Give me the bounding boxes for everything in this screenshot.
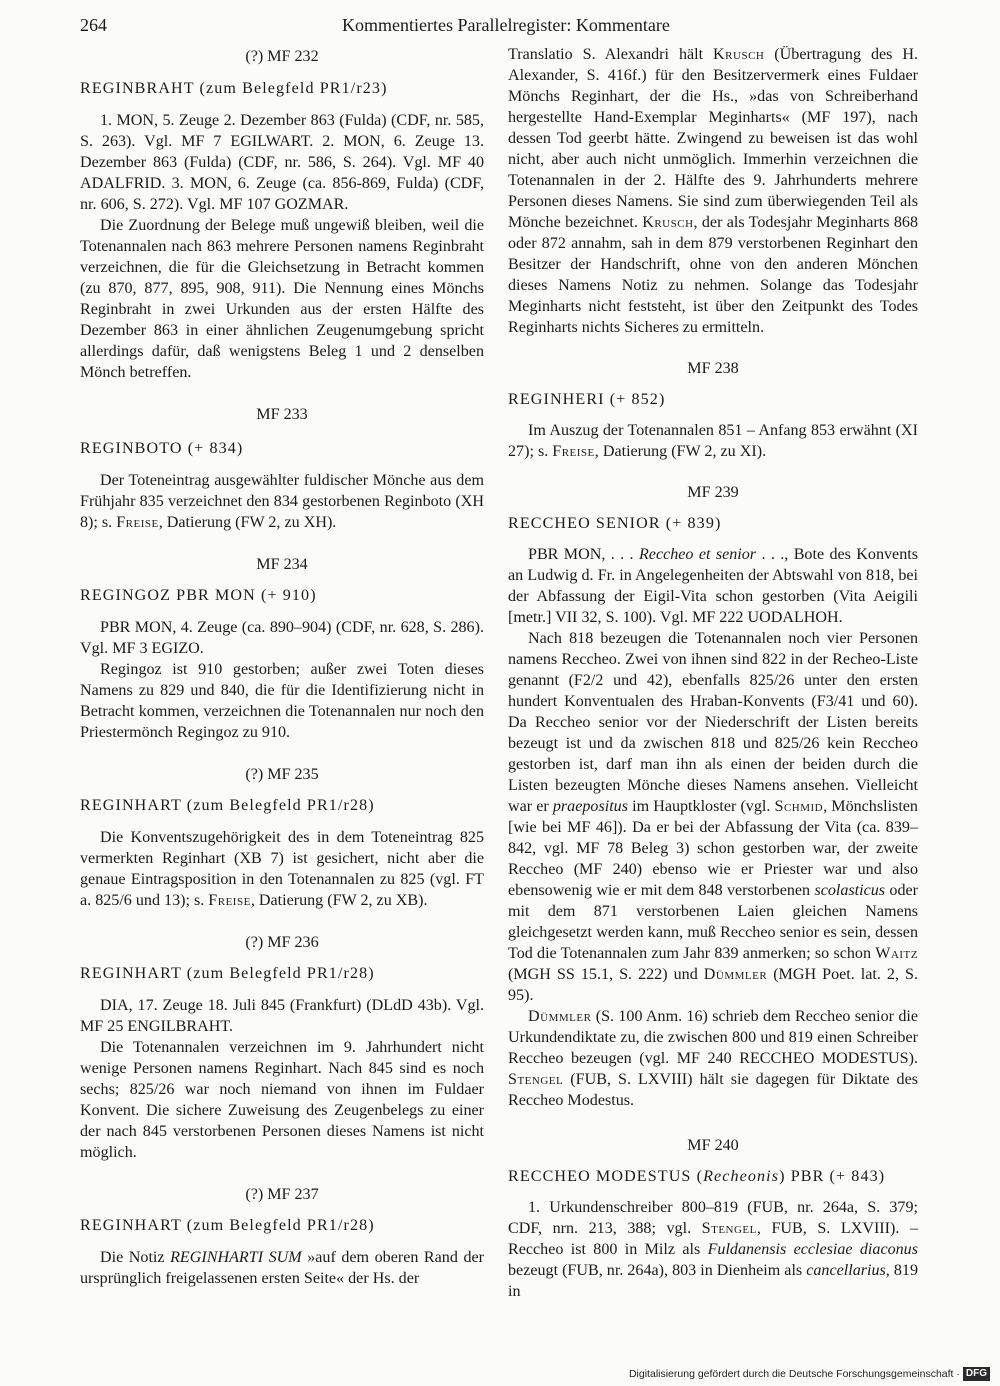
entry-paragraph: PBR MON, . . . Reccheo et senior . . ., Bote des Konvents an Ludwig d. Fr. in Angelegenheiten der Abtswahl von 818, bei der Abfassung der Eigil-Vita schon gestorben (Vita Aeigili [metr.] VII 32, S. 100). Vgl. MF 222 UODALHOH.: [508, 546, 918, 626]
author-name: Dümmler: [528, 1008, 592, 1025]
entry-label: MF 240: [687, 1137, 739, 1154]
entry-heading: REGINHERI (+ 852): [508, 391, 666, 408]
entry-heading: REGINHART (zum Belegfeld PR1/r28): [80, 797, 375, 814]
entry-label: MF 233: [256, 406, 308, 423]
author-name: Schmid: [774, 798, 824, 815]
entry-paragraph: DIA, 17. Zeuge 18. Juli 845 (Frankfurt) (DLdD 43b). Vgl. MF 25 ENGILBRAHT.: [80, 997, 484, 1035]
entry-paragraph: PBR MON, 4. Zeuge (ca. 890–904) (CDF, nr. 628, S. 286). Vgl. MF 3 EGIZO.: [80, 619, 484, 657]
entry-paragraph: 1. MON, 5. Zeuge 2. Dezember 863 (Fulda) (CDF, nr. 585, S. 263). Vgl. MF 7 EGILWART. 2. MON, 6. Zeuge 13. Dezember 863 (Fulda) (CDF, nr. 586, S. 264). Vgl. MF 40 ADALFRID. 3. MON, 6. Zeuge (ca. 856-869, Fulda) (CDF, nr. 606, S. 272). Vgl. MF 107 GOZMAR.: [80, 112, 484, 213]
entry-heading: REGINGOZ PBR MON (+ 910): [80, 587, 317, 604]
page-number: 264: [80, 15, 107, 35]
dfg-logo: DFG: [963, 1367, 990, 1381]
author-name: Dümmler: [703, 966, 768, 983]
author-name: Freise: [552, 443, 595, 460]
quoted-note: REGINHARTI SUM: [170, 1249, 302, 1266]
entry-paragraph: Die Zuordnung der Belege muß ungewiß bleiben, weil die Totenannalen nach 863 mehrere Personen namens Reginbraht verzeichnen, die für die Gleichsetzung in Betracht kommen (zu 870, 877, 895, 908, 911). Die Nennung eines Mönchs Reginbraht in zwei Urkunden aus der ersten Hälfte des Dezember 863 in einer ähnlichen Zeugenumgebung spricht allerdings dafür, daß wenigstens Beleg 1 und 2 denselben Mönch betreffen.: [80, 217, 484, 381]
author-name: Krusch: [642, 214, 694, 231]
author-name: Freise: [116, 514, 159, 531]
entry-heading: RECCHEO MODESTUS (Recheonis) PBR (+ 843): [508, 1168, 886, 1185]
entry-paragraph: Die Totenannalen verzeichnen im 9. Jahrhundert nicht wenige Personen namens Reginhart. Nach 845 sind es noch sechs; 825/26 war noch niemand von ihnen im Fuldaer Konvent. Die sichere Zuweisung des Zeugenbelegs zu einer der nach 845 verstorbenen Personen dieses Namens ist nicht möglich.: [80, 1039, 484, 1161]
entry-heading: REGINBOTO (+ 834): [80, 440, 244, 457]
entry-paragraph-continued: Translatio S. Alexandri hält Krusch (Übertragung des H. Alexander, S. 416f.) für den Besitzervermerk eines Fuldaer Mönchs Reginhart, der die Hs., »das von Schreiberhand hergestellte Hand-Exemplar Meginharts« (MF 197), nach dessen Tod geerbt hätte. Zwingend zu beweisen ist das wohl nicht, aber auch nicht unmöglich. Immerhin verzeichnen die Totenannalen in der 2. Hälfte des 9. Jahrhunderts mehrere Personen dieses Namens. Sie sind zum überwiegenden Teil als Mönche bezeichnet. Krusch, der als Todesjahr Meginharts 868 oder 872 annahm, sah in dem 879 verstorbenen Reginhart den Besitzer der Handschrift, ohne von den anderen Mönchen dieses Namens Notiz zu nehmen. Solange das Todesjahr Meginharts nicht feststeht, ist über den Zeitpunkt des Todes Reginharts nichts Sicheres zu ermitteln.: [508, 46, 918, 336]
running-head: [80, 10, 920, 40]
entry-label: (?) MF 237: [245, 1186, 319, 1203]
author-name: Krusch: [713, 46, 765, 63]
entry-paragraph: Nach 818 bezeugen die Totenannalen noch vier Personen namens Reccheo. Zwei von ihnen sind 822 in der Recheo-Liste genannt (F2/2 und 42), ebenfalls 825/26 unter den ersten hundert Konventualen des Hraban-Konvents (F3/41 und 60). Da Reccheo senior vor der Niederschrift der Listen bereits bezeugt ist und da zwischen 818 und 825/26 kein Reccheo gestorben ist, darf man ihn als einen der beiden durch die Listen bezeugten Mönche dieses Namens ansehen. Vielleicht war er praepositus im Hauptkloster (vgl. Schmid, Mönchslisten [wie bei MF 46]). Da er bei der Abfassung der Vita (ca. 839–842, vgl. MF 78 Beleg 3) schon gestorben war, der zweite Reccheo (MF 240) ebenso wie er Priester war und also ebensowenig wie er mit dem 848 verstorbenen scolasticus oder mit dem 871 verstorbenen Laien gleichen Namens gleichgesetzt werden kann, muß Reccheo senior es sein, dessen Tod die Totenannalen zum Jahr 839 anmerken; so schon Waitz (MGH SS 15.1, S. 222) und Dümmler (MGH Poet. lat. 2, S. 95).: [508, 630, 918, 1004]
author-name: Stengel: [701, 1220, 757, 1237]
entry-label: MF 234: [256, 556, 308, 573]
entry-paragraph: Der Toteneintrag ausgewählter fuldischer Mönche aus dem Frühjahr 835 verzeichnet den 834 gestorbenen Reginboto (XH 8); s. Freise, Datierung (FW 2, zu XH).: [80, 472, 484, 531]
entry-paragraph: Dümmler (S. 100 Anm. 16) schrieb dem Reccheo senior die Urkundendiktate zu, die zwischen 800 und 819 einen Schreiber Reccheo bezeugen (vgl. MF 240 RECCHEO MODESTUS). Stengel (FUB, S. LXVIII) hält sie dagegen für Diktate des Reccheo Modestus.: [508, 1008, 918, 1109]
author-name: Freise: [208, 892, 251, 909]
funding-footer: [600, 1364, 990, 1384]
entry-label: (?) MF 236: [245, 934, 319, 951]
entry-paragraph: Die Konventszugehörigkeit des in dem Toteneintrag 825 vermerkten Reginhart (XB 7) ist gesichert, nicht aber die genaue Eintragsposition in den Totenannalen zu 825 (vgl. FT a. 825/6 und 13); s. Freise, Datierung (FW 2, zu XB).: [80, 829, 484, 909]
author-name: Waitz: [875, 945, 918, 962]
entry-label: (?) MF 232: [245, 48, 319, 65]
entry-heading: REGINHART (zum Belegfeld PR1/r28): [80, 965, 375, 982]
entry-label: (?) MF 235: [245, 766, 319, 783]
author-name: Stengel: [508, 1071, 564, 1088]
funding-note: Digitalisierung gefördert durch die Deutsche Forschungsgemeinschaft ·: [628, 1368, 960, 1380]
entry-heading: REGINBRAHT (zum Belegfeld PR1/r23): [80, 80, 388, 97]
entry-paragraph: 1. Urkundenschreiber 800–819 (FUB, nr. 264a, S. 379; CDF, nrn. 213, 388; vgl. Stengel, FUB, S. LXVIII). – Reccheo ist 800 in Milz als Fuldanensis ecclesiae diaconus bezeugt (FUB, nr. 264a), 803 in Dienheim als cancellarius, 819 in: [508, 1199, 918, 1300]
entry-label: MF 238: [687, 360, 739, 377]
right-column: [508, 44, 918, 1302]
running-title: Kommentiertes Parallelregister: Kommentare: [342, 15, 670, 35]
entry-label: MF 239: [687, 484, 739, 501]
entry-heading: RECCHEO SENIOR (+ 839): [508, 515, 722, 532]
entry-heading: REGINHART (zum Belegfeld PR1/r28): [80, 1217, 375, 1234]
entry-paragraph: Im Auszug der Totenannalen 851 – Anfang 853 erwähnt (XI 27); s. Freise, Datierung (FW 2, zu XI).: [508, 422, 918, 460]
entry-paragraph: Regingoz ist 910 gestorben; außer zwei Toten dieses Namens zu 829 und 840, die für die Identifizierung nicht in Betracht kommen, verzeichnen die Totenannalen nur noch den Priestermönch Regingoz zu 910.: [80, 661, 484, 741]
entry-paragraph: Die Notiz REGINHARTI SUM »auf dem oberen Rand der ursprünglich freigelassenen ersten Seite« der Hs. der: [80, 1249, 484, 1287]
left-column: [80, 44, 484, 1289]
